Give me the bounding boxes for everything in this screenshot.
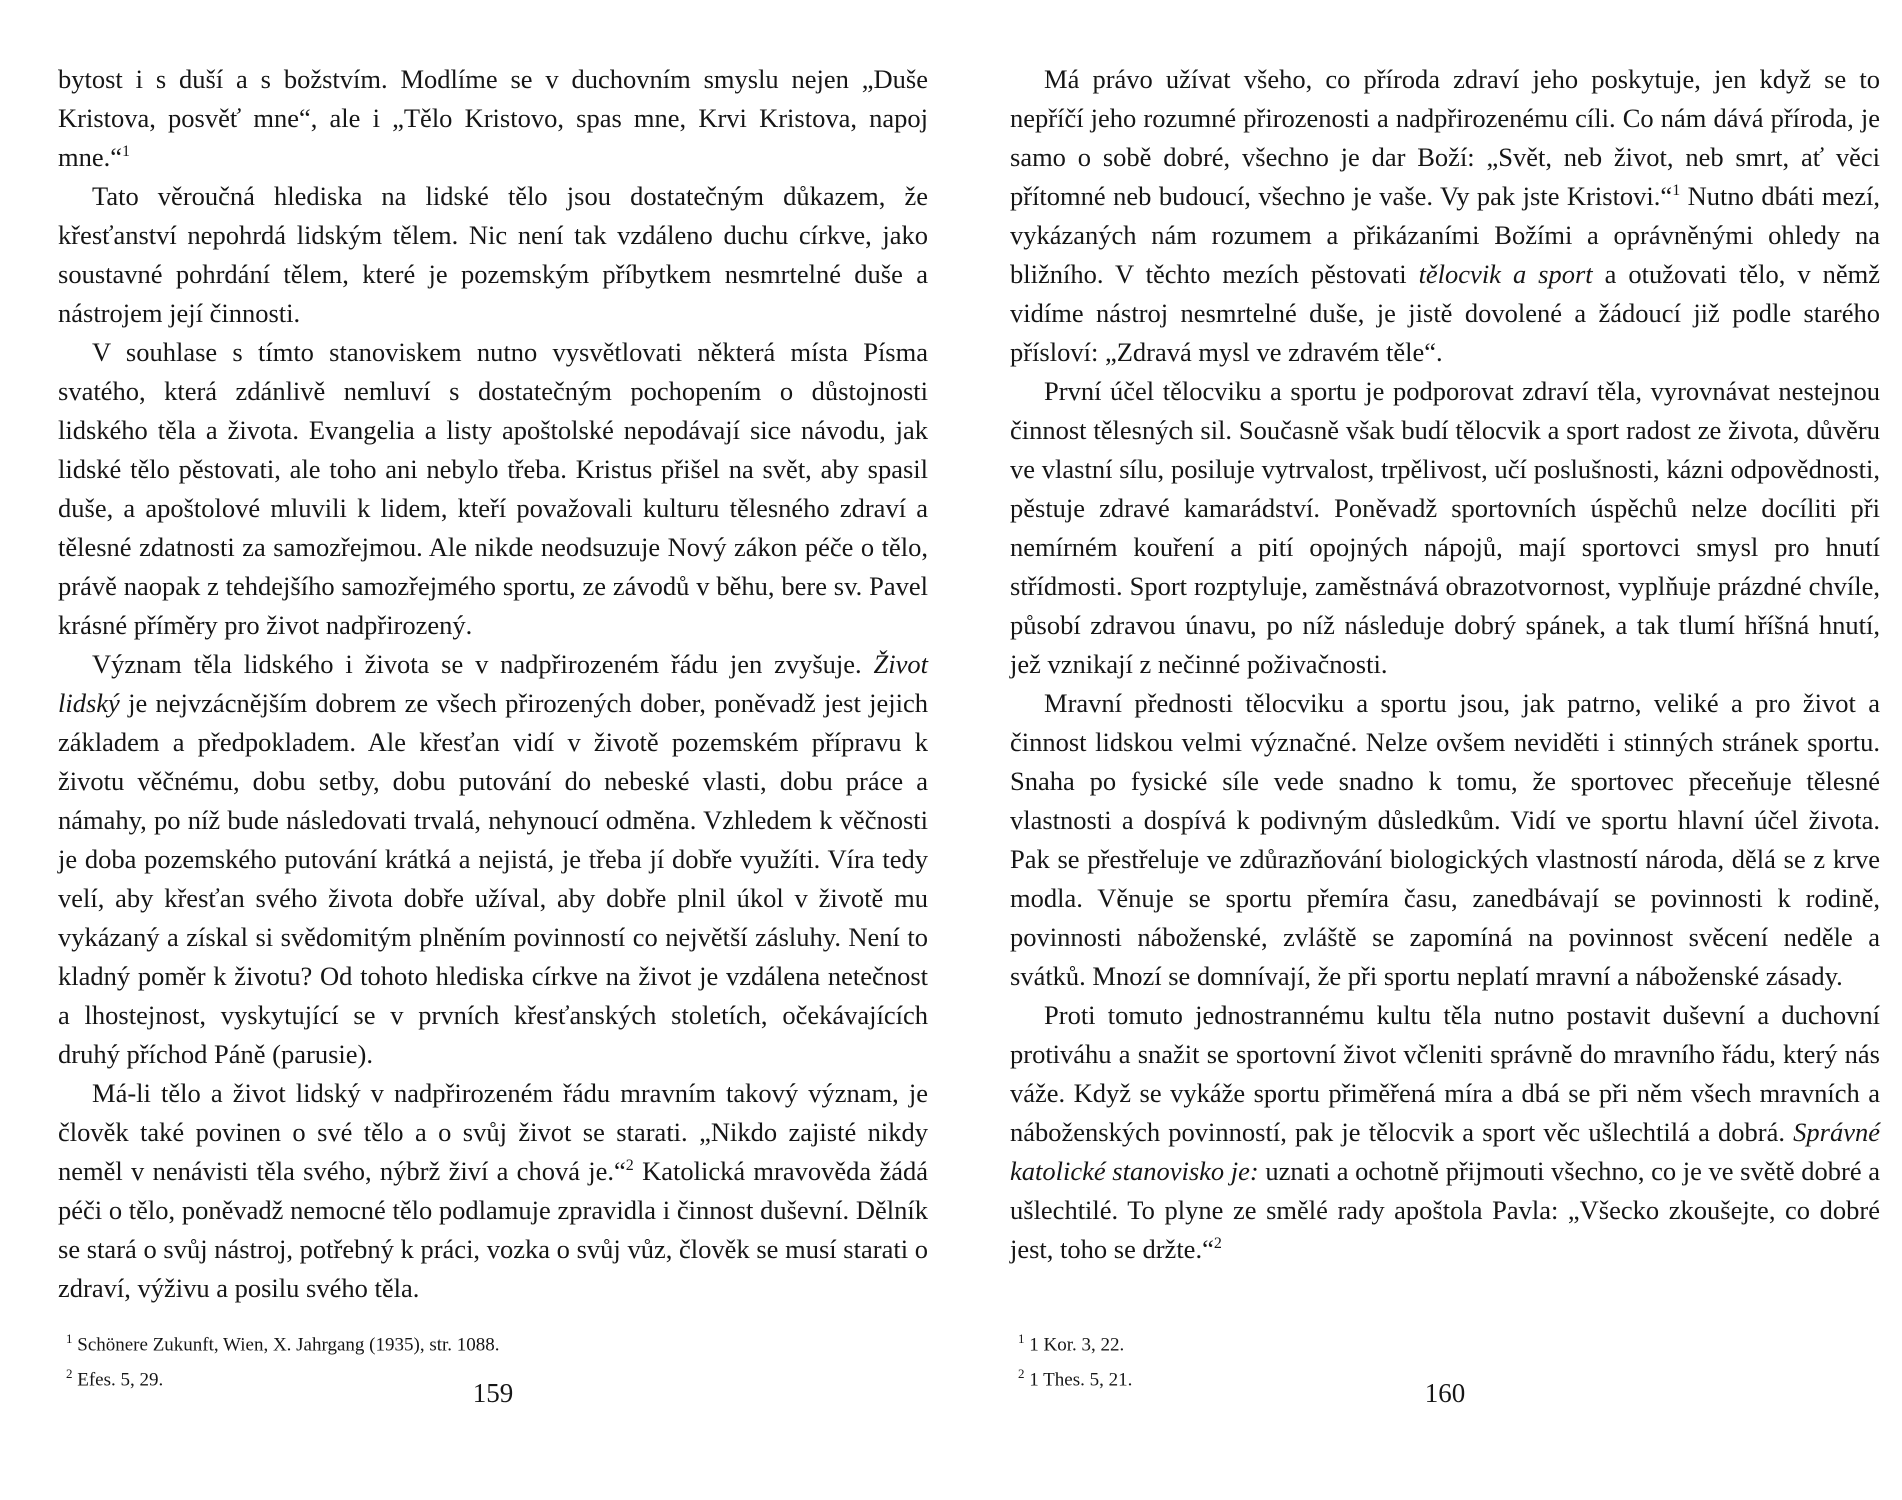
page-number-left: 159 xyxy=(472,1378,514,1408)
text-run: Má-li tělo a život lidský v nadpřirozeném řádu mravním takový význam, je člověk také povinen o své tělo a o svůj život se starati. „Nikdo zajisté nikdy neměl v nenávisti těla svého, nýbrž živí a chová je.“ xyxy=(58,1078,928,1186)
paragraph xyxy=(58,60,928,177)
footnote-ref: 1 xyxy=(1672,182,1681,200)
page-number-right: 160 xyxy=(1424,1378,1466,1408)
footnote-mark: 2 xyxy=(1018,1366,1025,1382)
text-run: V souhlase s tímto stanoviskem nutno vysvětlovati některá místa Písma svatého, která zdánlivě nemluví s dostatečným pochopením o důstojnosti lidského těla a života. Evangelia a listy apoštolské nepodávají sice návodu, jak lidské tělo pěstovati, ale toho ani nebylo třeba. Kristus přišel na svět, aby spasil duše, a apoštolové mluvili k lidem, kteří považovali kulturu tělesného zdraví a tělesné zdatnosti za samozřejmou. Ale nikde neodsuzuje Nový zákon péče o tělo, právě naopak z tehdejšího samozřejmého sportu, ze závodů v běhu, bere sv. Pavel krásné příměry pro život nadpřirozený. xyxy=(58,337,928,640)
paragraph xyxy=(58,177,928,333)
text-run: Katolická mravověda žádá péči o tělo, poněvadž nemocné tělo podlamuje zpravidla i činnost duševní. Dělník se stará o svůj nástroj, potřebný k práci, vozka o svůj vůz, člověk se musí starati o zdraví, výživu a posilu svého těla. xyxy=(58,1156,928,1303)
left-page-body xyxy=(58,60,928,1310)
text-run: Tato věroučná hlediska na lidské tělo jsou dostatečným důkazem, že křesťanství nepohrdá lidským tělem. Nic není tak vzdáleno duchu církve, jako soustavné pohrdání tělem, které je pozemským příbytkem nesmrtelné duše a nástrojem její činnosti. xyxy=(58,181,928,328)
text-run: uznati a ochotně přijmouti všechno, co je ve světě dobré a ušlechtilé. To plyne ze smělé rady apoštola Pavla: „Všecko zkoušejte, co dobré jest, toho se držte.“ xyxy=(1010,1156,1880,1264)
text-run: Proti tomuto jednostrannému kultu těla nutno postavit duševní a duchovní protiváhu a snažit se sportovní život včleniti správně do mravního řádu, který nás váže. Když se vykáže sportu přiměřená míra a dbá se při něm všech mravních a náboženských povinností, pak je tělocvik a sport věc ušlechtilá a dobrá. xyxy=(1010,1000,1880,1147)
footnote-mark: 2 xyxy=(66,1366,73,1382)
footnote-ref: 2 xyxy=(625,1157,634,1175)
footnote-text: 1 Thes. 5, 21. xyxy=(1024,1369,1133,1391)
paragraph xyxy=(1010,60,1880,372)
footnote-mark: 1 xyxy=(66,1331,73,1346)
paragraph xyxy=(1010,996,1880,1269)
right-page xyxy=(1010,60,1880,1395)
paragraph xyxy=(58,1074,928,1308)
footnote-text: Schönere Zukunft, Wien, X. Jahrgang (1935), str. 1088. xyxy=(72,1334,500,1356)
footnote-text: 1 Kor. 3, 22. xyxy=(1024,1334,1125,1356)
footnote-ref: 1 xyxy=(122,143,131,161)
text-run: Nutno dbáti mezí, vykázaných nám rozumem a přikázaními Božími a oprávněnými ohledy na bližního. V těchto mezích pěstovati xyxy=(1010,181,1880,289)
footnote-text: Efes. 5, 29. xyxy=(72,1369,164,1391)
text-run: bytost i s duší a s božstvím. Modlíme se v duchovním smyslu nejen „Duše Kristova, posvěť mne“, ale i „Tělo Kristovo, spas mne, Krvi Kristova, napoj mne.“ xyxy=(58,64,928,172)
paragraph xyxy=(58,645,928,1074)
italic-phrase: Život lidský xyxy=(58,649,928,718)
text-run: Má právo užívat všeho, co příroda zdraví jeho poskytuje, jen když se to nepříčí jeho rozumné přirozenosti a nadpřirozenému cíli. Co nám dává příroda, je samo o sobě dobré, všechno je dar Boží: „Svět, neb život, neb smrt, ať věci přítomné neb budoucí, všechno je vaše. Vy pak jste Kristovi.“ xyxy=(1010,64,1880,211)
italic-phrase: Správné katolické stanovisko je: xyxy=(1010,1117,1880,1186)
left-page xyxy=(58,60,928,1395)
right-page-body xyxy=(1010,60,1880,1310)
footnote xyxy=(1010,1324,1880,1359)
text-run: Mravní přednosti tělocviku a sportu jsou, jak patrno, veliké a pro život a činnost lidskou velmi význačné. Nelze ovšem neviděti i stinných stránek sportu. Snaha po fysické síle vede snadno k tomu, že sportovec přeceňuje tělesné vlastnosti a dospívá k podivným důsledkům. Vidí ve sportu hlavní účel života. Pak se přestřeluje ve zdůrazňování biologických vlastností národa, dělá se z krve modla. Věnuje se sportu přemíra času, zanedbávají se povinnosti k rodině, povinnosti náboženské, zvláště se zapomíná na povinnost svěcení neděle a svátků. Mnozí se domnívají, že při sportu neplatí mravní a náboženské zásady. xyxy=(1010,688,1880,991)
footnote-mark: 1 xyxy=(1018,1331,1025,1346)
text-run: První účel tělocviku a sportu je podporovat zdraví těla, vyrovnávat nestejnou činnost tělesných sil. Současně však budí tělocvik a sport radost ze života, důvěru ve vlastní sílu, posiluje vytrvalost, trpělivost, učí poslušnosti, kázni odpovědnosti, pěstuje zdravé kamarádství. Poněvadž sportovních úspěchů nelze docíliti při nemírném kouření a pití opojných nápojů, mají sportovci smysl pro hnutí střídmosti. Sport rozptyluje, zaměstnává obrazotvornost, vyplňuje prázdné chvíle, působí zdravou únavu, po níž následuje dobrý spánek, a tak tlumí hříšná hnutí, jež vznikají z nečinné poživačnosti. xyxy=(1010,376,1880,679)
paragraph xyxy=(58,333,928,645)
text-run: Význam těla lidského i života se v nadpřirozeném řádu jen zvyšuje. xyxy=(92,649,874,679)
text-run: a otužovati tělo, v němž vidíme nástroj nesmrtelné duše, je jistě dovolené a žádoucí již podle starého přísloví: „Zdravá mysl ve zdravém těle“. xyxy=(1010,259,1881,367)
footnote-ref: 2 xyxy=(1213,1235,1222,1253)
paragraph xyxy=(1010,372,1880,684)
italic-phrase: tělocvik a sport xyxy=(1418,259,1593,289)
text-run: je nejvzácnějším dobrem ze všech přirozených dober, poněvadž jest jejich základem a předpokladem. Ale křesťan vidí v životě pozemském přípravu k životu věčnému, dobu setby, dobu putování do nebeské vlasti, dobu práce a námahy, po níž bude následovati trvalá, nehynoucí odměna. Vzhledem k věčnosti je doba pozemského putování krátká a nejistá, je třeba jí dobře využíti. Víra tedy velí, aby křesťan svého života dobře užíval, aby dobře plnil úkol v životě mu vykázaný a získal si svědomitým plněním povinností co největší zásluhy. Není to kladný poměr k životu? Od tohoto hlediska církve na život je vzdálena netečnost a lhostejnost, vyskytující se v prvních křesťanských stoletích, očekávajících druhý příchod Páně (parusie). xyxy=(58,688,928,1069)
paragraph xyxy=(1010,684,1880,996)
footnote xyxy=(58,1324,928,1359)
